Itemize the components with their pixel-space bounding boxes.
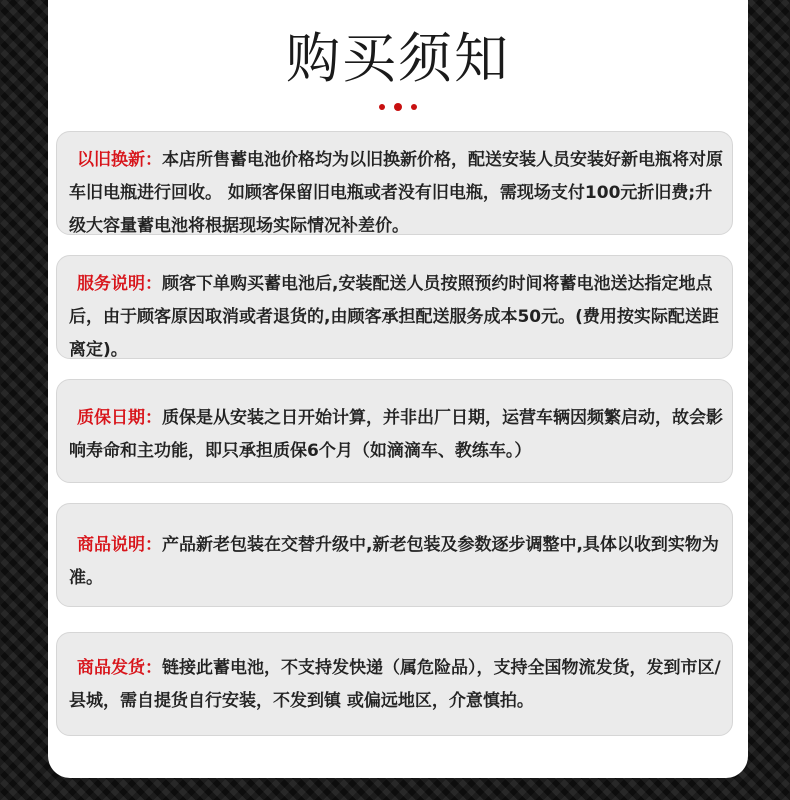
page-title: 购买须知 (286, 27, 510, 90)
notice-label: 服务说明： (77, 274, 162, 294)
notice-card-warranty (56, 379, 733, 483)
notice-text: 本店所售蓄电池价格均为以旧换新价格，配送安装人员安装好新电瓶将对原车旧电瓶进行回收。 如顾客保留旧电瓶或者没有旧电瓶，需现场支付100元折旧费;升级大容量蓄电池将根据现场实际情况补差价。 (69, 150, 723, 236)
notice-text: 质保是从安装之日开始计算，并非出厂日期，运营车辆因频繁启动，故会影响寿命和主功能，即只承担质保6个月（如滴滴车、教练车。） (69, 408, 723, 461)
dot-icon (379, 104, 385, 110)
dot-icon (411, 104, 417, 110)
title-dots-decoration (48, 101, 748, 113)
dot-icon (394, 103, 402, 111)
notice-label: 质保日期： (77, 408, 162, 428)
notice-card-shipping (56, 632, 733, 736)
notice-card-product (56, 503, 733, 607)
notice-card-trade-in (56, 131, 733, 235)
notice-label: 商品说明： (77, 535, 162, 555)
notice-text: 链接此蓄电池，不支持发快递（属危险品），支持全国物流发货，发到市区/县城，需自提货自行安装，不发到镇 或偏远地区，介意慎拍。 (69, 658, 721, 711)
notice-label: 以旧换新： (77, 150, 162, 170)
notice-text: 产品新老包装在交替升级中,新老包装及参数逐步调整中,具体以收到实物为准。 (69, 535, 719, 588)
notice-text: 顾客下单购买蓄电池后,安装配送人员按照预约时间将蓄电池送达指定地点后，由于顾客原因取消或者退货的,由顾客承担配送服务成本50元。(费用按实际配送距离定)。 (69, 274, 719, 360)
notice-label: 商品发货： (77, 658, 162, 678)
notice-card-service (56, 255, 733, 359)
